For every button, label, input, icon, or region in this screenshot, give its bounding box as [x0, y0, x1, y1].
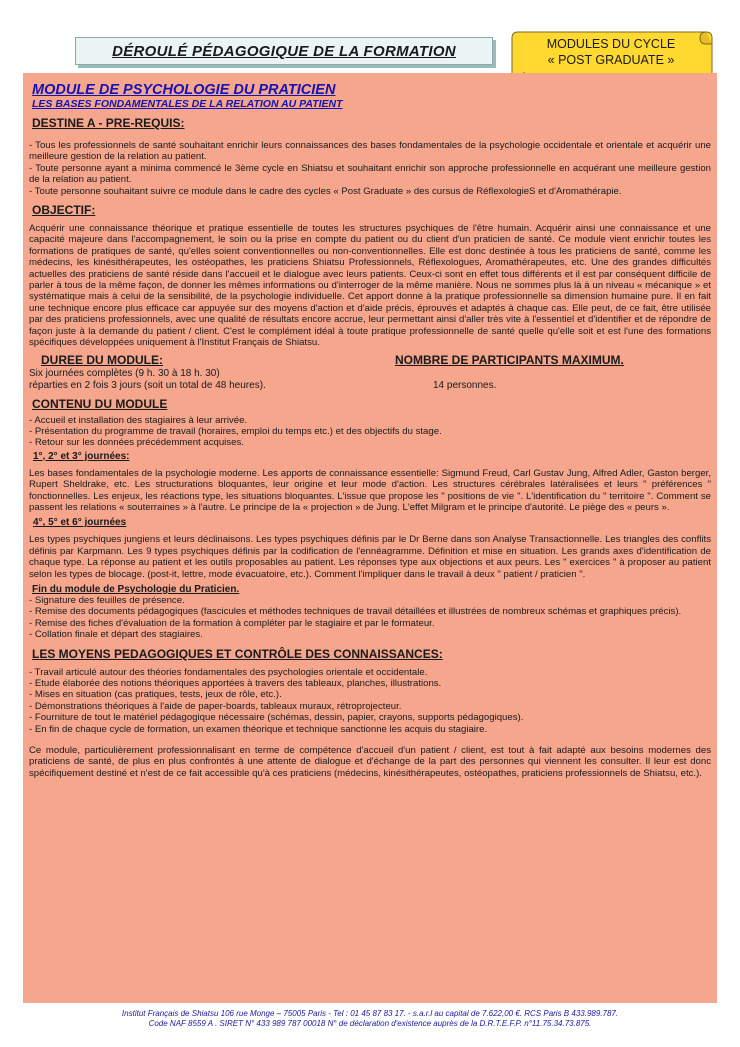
- destine-p2: - Toute personne ayant a minima commencé le 3ème cycle en Shiatsu et souhaitant enrichir son approche professionnelle en acquérant une meilleure gestion de la relation au patient.: [29, 162, 711, 186]
- content-panel: [23, 73, 717, 1003]
- objectif-heading: OBJECTIF:: [32, 203, 96, 218]
- page-title: DÉROULÉ PÉDAGOGIQUE DE LA FORMATION: [75, 37, 493, 65]
- modules-line-1: MODULES DU CYCLE: [546, 37, 676, 51]
- journees-4-6-heading: 4°, 5° et 6° journées: [33, 517, 127, 529]
- journees-4-6-text: Les types psychiques jungiens et leurs déclinaisons. Les types psychiques définis par le Dr Berne dans son Analyse Transactionnelle. Les triangles des conflits définis par Karpmann. Les 9 types psychiques définis par la codification de l'ennéagramme. Définition et mise en situation. Les grands axes d'identification de chaque type. La réponse au patient et les outils proposables au patient. Les réponses type aux objections et aux peurs. Les " exercices " à proposer au patient selon les types de blocage. (post-it, lettre, mode évacuatoire, etc.). Comment l'impliquer dans le travail à deux " patient / praticien ".: [29, 534, 711, 580]
- fin-module-heading: Fin du module de Psychologie du Praticien.: [32, 583, 240, 595]
- duree-line-2: réparties en 2 fois 3 jours (soit un total de 48 heures).: [29, 379, 266, 391]
- moyens-line-3: - Mises en situation (cas pratiques, tests, jeux de rôle, etc.).: [29, 689, 282, 701]
- moyens-line-2: - Etude élaborée des notions théoriques apportées à travers des tableaux, planches, illustrations.: [29, 678, 442, 689]
- objectif-text: Acquérir une connaissance théorique et pratique essentielle de toutes les structures psychiques de l'être humain. Acquérir ainsi une connaissance et une capacité majeure dans l'accompagnement, le soin ou la prise en compte du patient ou du client d'un praticien de santé. Ce module vient enrichir toutes les formations de pratiques de santé, qu'elles soient conventionnelles ou non-conventionnelles. Elle est donc destinée à tous les praticiens de santé, comme les médecins, les kinésithérapeutes, les ostéopathes, les praticiens Shiatsu Professionnels, Réflexologues, Aromathérapeutes, etc. Une des grandes difficultés actuelles des praticiens de santé réside dans l'accueil et le dialogue avec leurs patients. Ceux-ci sont en effet tous différents et il est par conséquent difficile de parler à tous de la même façon, de donner les mêmes informations ou d'interroger de la même manière. Nous ne sommes plus là à un niveau « mécanique » et systématique mais à celui de la sensibilité, de la psychologie individuelle. Cet apport donne à la pratique professionnelle sa dimension humaine pure. Il en fait une technique encore plus efficace car appuyée sur des moyens d'action et d'aide précis, éprouvés et adaptés à chaque cas. Elle peut, de ce fait, être utilisée par des praticiens professionnels, avec une qualité de résultats encore accrue, leur permettant ainsi d'aller très vite à l'essentiel et d'identifier et de répondre de façon juste à la demande du patient / client. C'est le complément idéal à toute pratique professionnelle de santé quelle qu'elle soit et est l'une des formations spécifiques développées uniquement à l'Institut Français de Shiatsu.: [29, 223, 711, 349]
- fin-line-1: - Signature des feuilles de présence.: [29, 594, 185, 606]
- destine-p3: - Toute personne souhaitant suivre ce module dans le cadre des cycles « Post Graduate » des cursus de RéflexologieS et d'Aromathérapie.: [29, 185, 622, 197]
- contenu-line-2: - Présentation du programme de travail (horaires, emploi du temps etc.) et des objectifs du stage.: [29, 425, 442, 437]
- participants-value: 14 personnes.: [433, 379, 497, 391]
- destine-heading: DESTINE A - PRE-REQUIS:: [32, 116, 185, 130]
- contenu-line-3: - Retour sur les données précédemment acquises.: [29, 437, 244, 449]
- moyens-conclusion: Ce module, particulièrement professionnalisant en terme de compétence d'accueil d'un patient / client, est tout à fait adapté aux besoins modernes des praticiens de santé, de plus en plus confrontés à une attente de dialogue et d'échange de la part des personnes qui viennent les consulter. Il leur est donc spécifiquement destiné et n'est de ce fait accessible qu'à ces praticiens (médecins, kinésithérapeutes, ostéopathes, praticiens professionnels de Shiatsu, etc.).: [29, 745, 711, 779]
- journees-1-3-text: Les bases fondamentales de la psychologie moderne. Les apports de connaissance essentielle: Sigmund Freud, Carl Gustav Jung, Alfred Adler, Gaston berger, Rupert Sheldrake, etc. Les structurations bloquantes, leur origine et leur mode d'action. Les structures cérébrales latéralisées et leurs " préférences " fonctionnelles. Les enjeux, les réactions type, les situations bloquantes. L'issue que propose les " positions de vie ". L'identification du " territoire ". Comment se passent les relations « souterraines » à l'autre. Le principe de la « projection » de Jung. L'effet Milgram et le principe d'autorité. Le piège des « peurs ».: [29, 467, 711, 513]
- contenu-line-1: - Accueil et installation des stagiaires à leur arrivée.: [29, 414, 248, 426]
- moyens-line-5: - Fourniture de tout le matériel pédagogique nécessaire (schémas, dessin, papier, crayons, supports pédagogiques).: [29, 712, 524, 724]
- fin-line-3: - Remise des fiches d'évaluation de la formation à compléter par le stagiaire et par le formateur.: [29, 617, 435, 629]
- page-footer: [0, 1009, 740, 1029]
- duree-details: [29, 368, 711, 392]
- duree-line-1: Six journées complètes (9 h. 30 à 18 h. 30): [29, 367, 220, 379]
- duree-heading: DUREE DU MODULE:: [41, 352, 163, 367]
- module-subtitle: LES BASES FONDAMENTALES DE LA RELATION AU PATIENT: [32, 98, 343, 110]
- destine-p1: - Tous les professionnels de santé souhaitant enrichir leurs connaissances des bases fondamentales de la psychologie occidentale et orientale et acquérir une meilleure gestion de la relation au patient.: [29, 140, 711, 163]
- fin-line-2: - Remise des documents pédagogiques (fascicules et méthodes techniques de travail détaillées et illustrées de nombreux schémas et graphiques précis).: [29, 606, 682, 618]
- moyens-line-6: - En fin de chaque cycle de formation, un examen théorique et technique sanctionne les acquis du stagiaire.: [29, 723, 488, 735]
- fin-line-4: - Collation finale et départ des stagiaires.: [29, 629, 203, 641]
- participants-heading: NOMBRE DE PARTICIPANTS MAXIMUM.: [395, 352, 624, 367]
- journees-1-3-heading: 1°, 2° et 3° journées:: [33, 450, 130, 462]
- footer-line-1: Institut Français de Shiatsu 106 rue Monge – 75005 Paris - Tel : 01 45 87 83 17. - s.a.r.l au capital de 7.622,00 €. RCS Paris B 433.989.787.: [121, 1009, 619, 1018]
- footer-line-2: Code NAF 8559 A . SIRET N° 433 989 787 00018 N° de déclaration d'existence auprès de la D.R.T.E.F.P. n°11.75.34.73.875.: [148, 1019, 592, 1028]
- moyens-line-1: - Travail articulé autour des théories fondamentales des psychologies orientale et occidentale.: [29, 666, 428, 678]
- moyens-line-4: - Démonstrations théoriques à l'aide de paper-boards, tableaux muraux, rétroprojecteur.: [29, 700, 402, 712]
- module-title: MODULE DE PSYCHOLOGIE DU PRATICIEN: [32, 82, 336, 98]
- contenu-heading: CONTENU DU MODULE: [32, 396, 168, 411]
- modules-line-2: « POST GRADUATE »: [547, 53, 675, 67]
- moyens-heading: LES MOYENS PEDAGOGIQUES ET CONTRÔLE DES CONNAISSANCES:: [32, 646, 443, 661]
